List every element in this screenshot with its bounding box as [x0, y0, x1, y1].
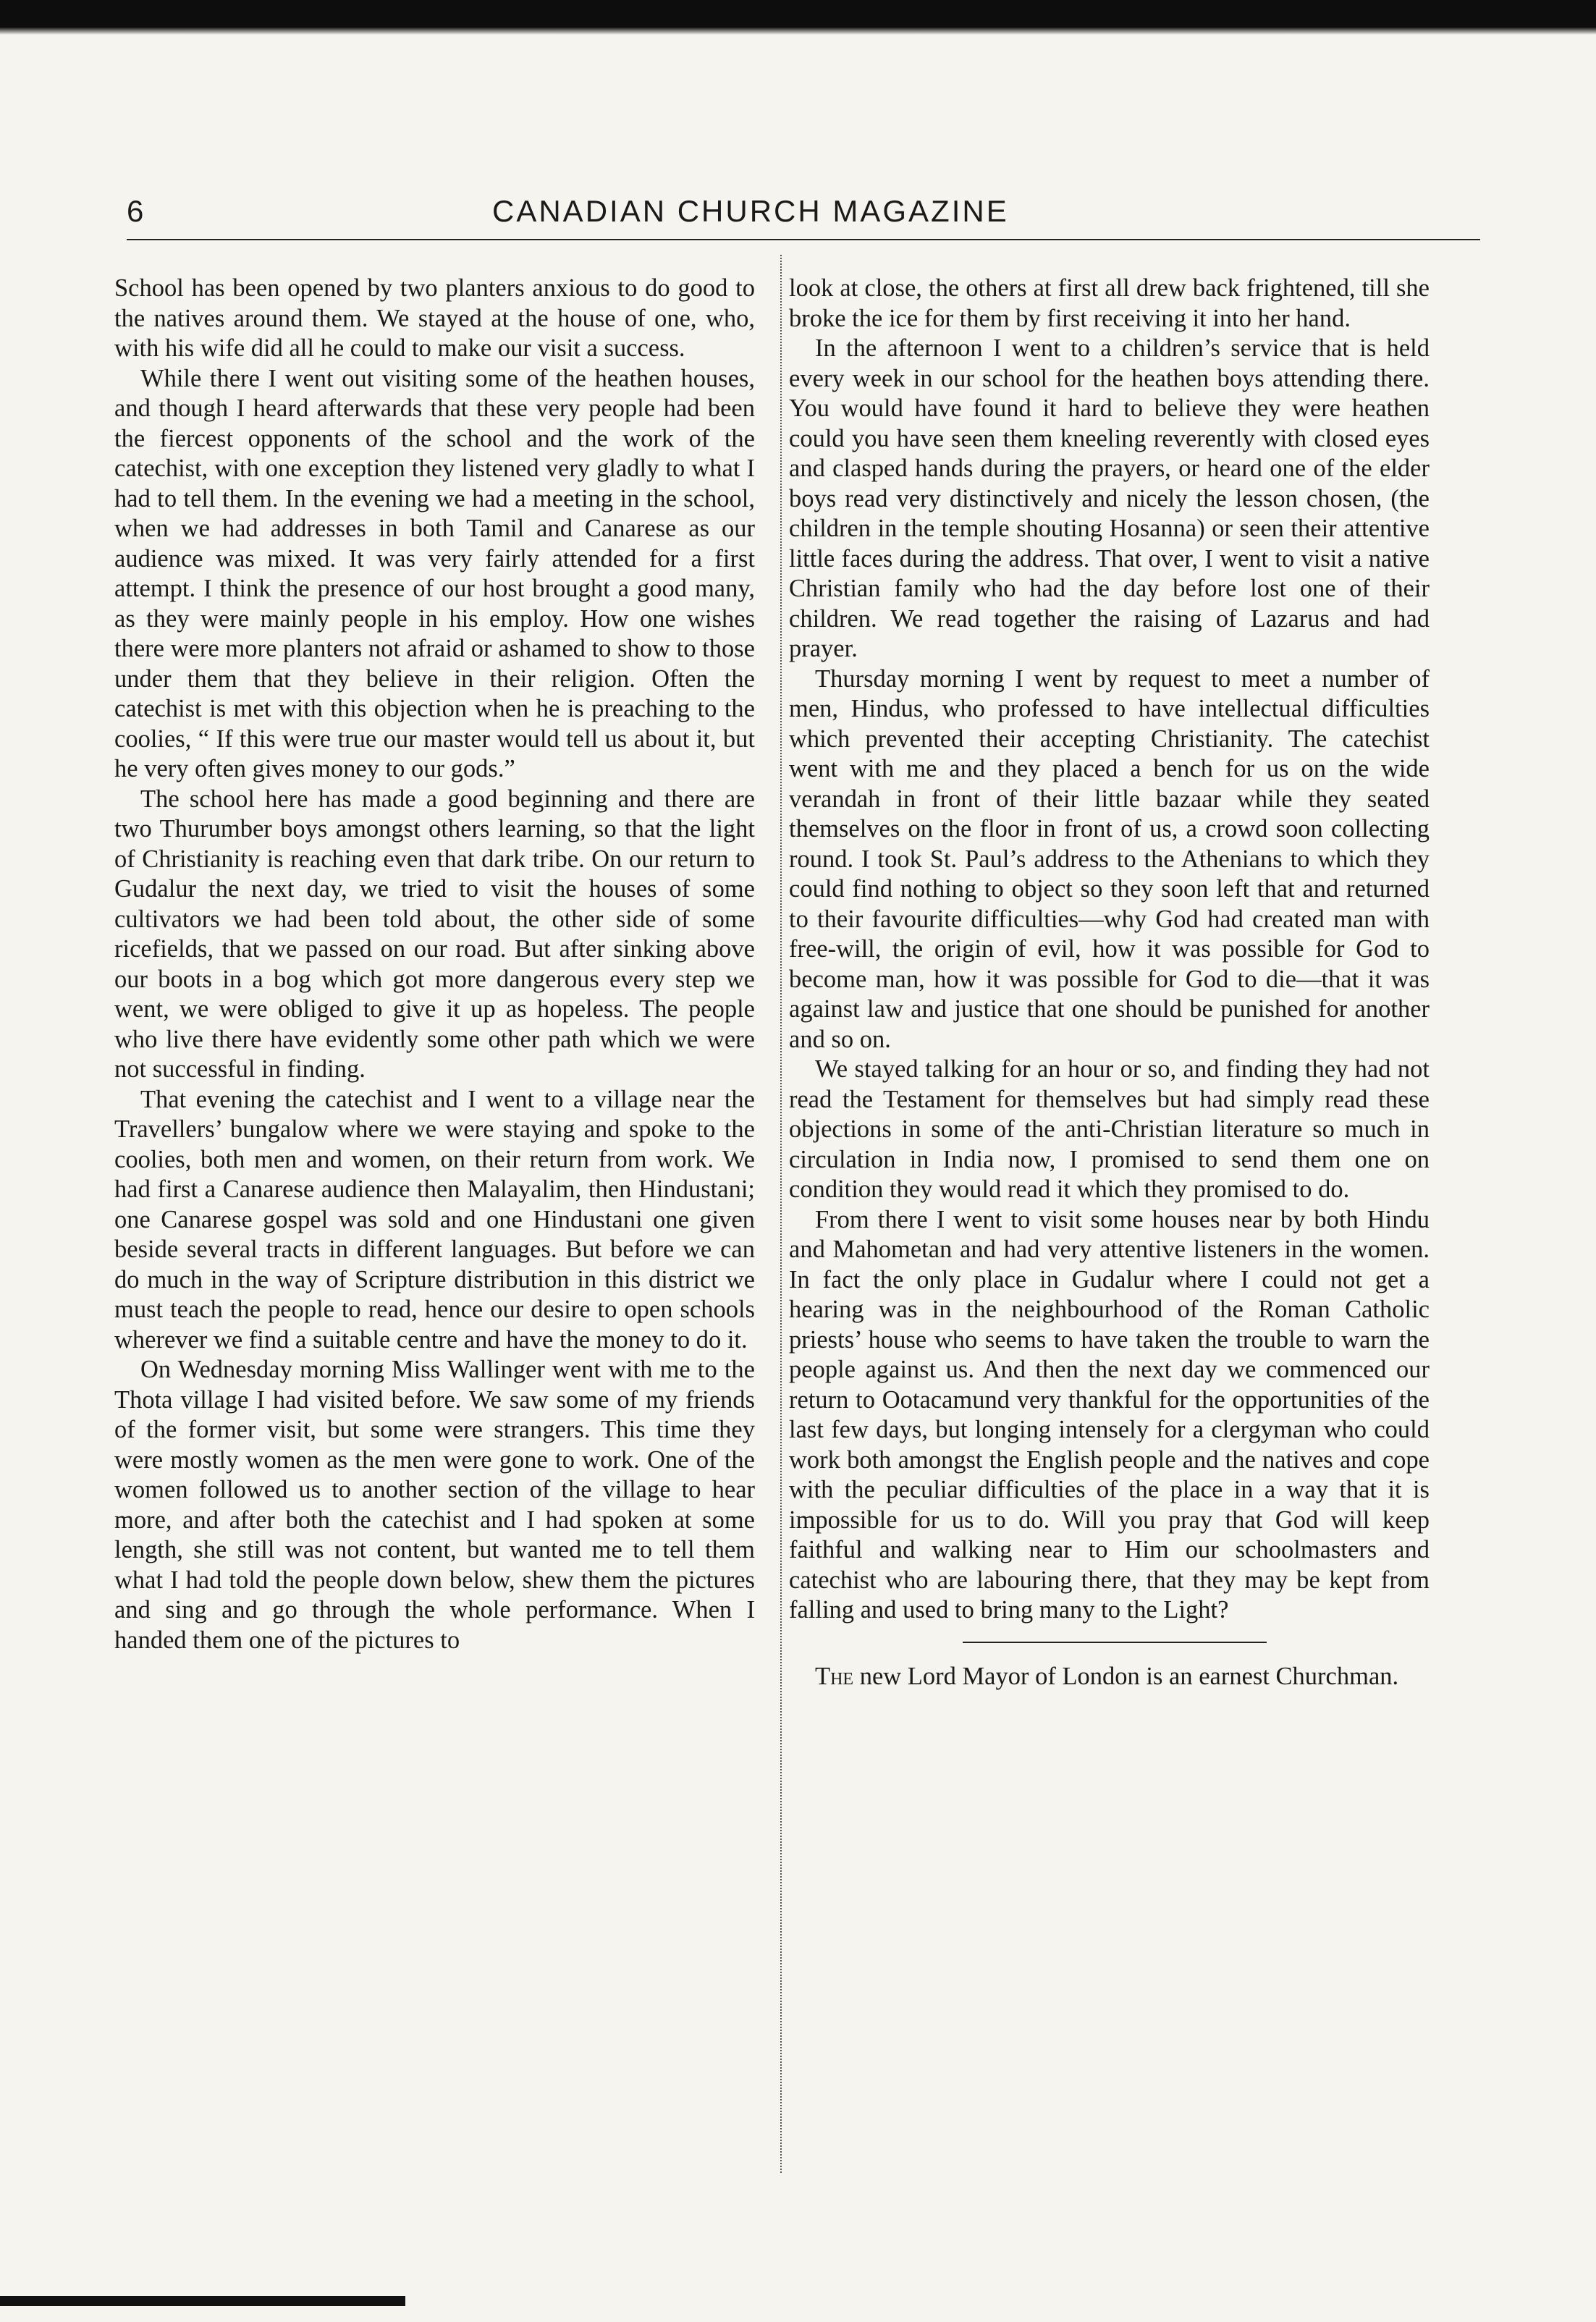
section-rule: [963, 1642, 1267, 1643]
paragraph: We stayed talking for an hour or so, and finding they had not read the Testament for themselves but had simply read these objections in some of the anti-Christian literature so much in circulation in India now, I promised to send them one on condition they would read it which they promised to do.: [789, 1055, 1430, 1203]
column-divider: [780, 255, 782, 2173]
paragraph: The school here has made a good beginning and there are two Thurumber boys amongst others learning, so that the light of Christianity is reaching even that dark tribe. On our return to Gudalur the next day, we tried to visit the houses of some cultivators we had been told about, the other side of some ricefields, that we passed on our road. But after sinking above our boots in a bog which got more dangerous every step we went, we were obliged to give it up as hopeless. The people who live there have evidently some other path which we were not successful in finding.: [114, 785, 755, 1083]
scan-edge-bottom: [0, 2296, 405, 2306]
news-note-lead: The: [815, 1662, 854, 1690]
header-rule: [127, 239, 1480, 240]
page-number: 6: [127, 194, 145, 228]
right-column: [789, 274, 1430, 1692]
page-header: [127, 194, 1480, 237]
paragraph: On Wednesday morning Miss Wallinger went with me to the Thota village I had visited before. We saw some of my friends of the former visit, but some were strangers. This time they were mostly women as the men were gone to work. One of the women followed us to another section of the village to hear more, and after both the catechist and I had spoken at some length, she still was not content, but wanted me to tell them what I had told the people down below, shew them the pictures and sing and go through the whole performance. When I handed them one of the pictures to: [114, 1356, 755, 1654]
running-title: CANADIAN CHURCH MAGAZINE: [492, 194, 1009, 228]
paragraph: look at close, the others at first all drew back frightened, till she broke the ice for them by first receiving it into her hand.: [789, 274, 1430, 332]
paragraph: From there I went to visit some houses near by both Hindu and Mahometan and had very attentive listeners in the women. In fact the only place in Gudalur where I could not get a hearing was in the neighbourhood of the Roman Catholic priests’ house who seems to have taken the trouble to warn the people against us. And then the next day we commenced our return to Ootacamund very thankful for the opportunities of the last few days, but longing intensely for a clergyman who could work both amongst the English people and the natives and cope with the peculiar difficulties of the place in a way that it is impossible for us to do. Will you pray that God will keep faithful and walking near to Him our schoolmasters and catechist who are labouring there, that they may be kept from falling and used to bring many to the Light?: [789, 1205, 1430, 1624]
news-note: [789, 1662, 1430, 1692]
left-column: [114, 274, 755, 1655]
paragraph: Thursday morning I went by request to meet a number of men, Hindus, who professed to have intellectual difficulties which prevented their accepting Christianity. The catechist went with me and they placed a bench for us on the wide verandah in front of their little bazaar while they seated themselves on the floor in front of us, a crowd soon collecting round. I took St. Paul’s address to the Athenians to which they could find nothing to object so they soon left that and returned to their favourite difficulties—why God had created man with free-will, the origin of evil, how it was possible for God to become man, how it was possible for God to die—that it was against law and justice that one should be punished for another and so on.: [789, 664, 1430, 1053]
scan-edge-top: [0, 0, 1596, 28]
news-note-text: new Lord Mayor of London is an earnest Churchman.: [853, 1662, 1399, 1690]
paragraph: That evening the catechist and I went to a village near the Travellers’ bungalow where we were staying and spoke to the coolies, both men and women, on their return from work. We had first a Canarese audience then Malayalim, then Hindustani; one Canarese gospel was sold and one Hindustani one given beside several tracts in different languages. But before we can do much in the way of Scripture distribution in this district we must teach the people to read, hence our desire to open schools wherever we find a suitable centre and have the money to do it.: [114, 1085, 755, 1354]
paragraph: While there I went out visiting some of the heathen houses, and though I heard afterwards that these very people had been the fiercest opponents of the school and the work of the catechist, with one exception they listened very gladly to what I had to tell them. In the evening we had a meeting in the school, when we had addresses in both Tamil and Canarese as our audience was mixed. It was very fairly attended for a first attempt. I think the presence of our host brought a good many, as they were mainly people in his employ. How one wishes there were more planters not afraid or ashamed to show to those under them that they believe in their religion. Often the catechist is met with this objection when he is preaching to the coolies, “ If this were true our master would tell us about it, but he very often gives money to our gods.”: [114, 364, 755, 782]
paragraph: School has been opened by two planters anxious to do good to the natives around them. We stayed at the house of one, who, with his wife did all he could to make our visit a success.: [114, 274, 755, 362]
paragraph: In the afternoon I went to a children’s service that is held every week in our school for the heathen boys attending there. You would have found it hard to believe they were heathen could you have seen them kneeling reverently with closed eyes and clasped hands during the prayers, or heard one of the elder boys read very distinctively and nicely the lesson chosen, (the children in the temple shouting Hosanna) or seen their attentive little faces during the address. That over, I went to visit a native Christian family who had the day before lost one of their children. We read together the raising of Lazarus and had prayer.: [789, 334, 1430, 662]
